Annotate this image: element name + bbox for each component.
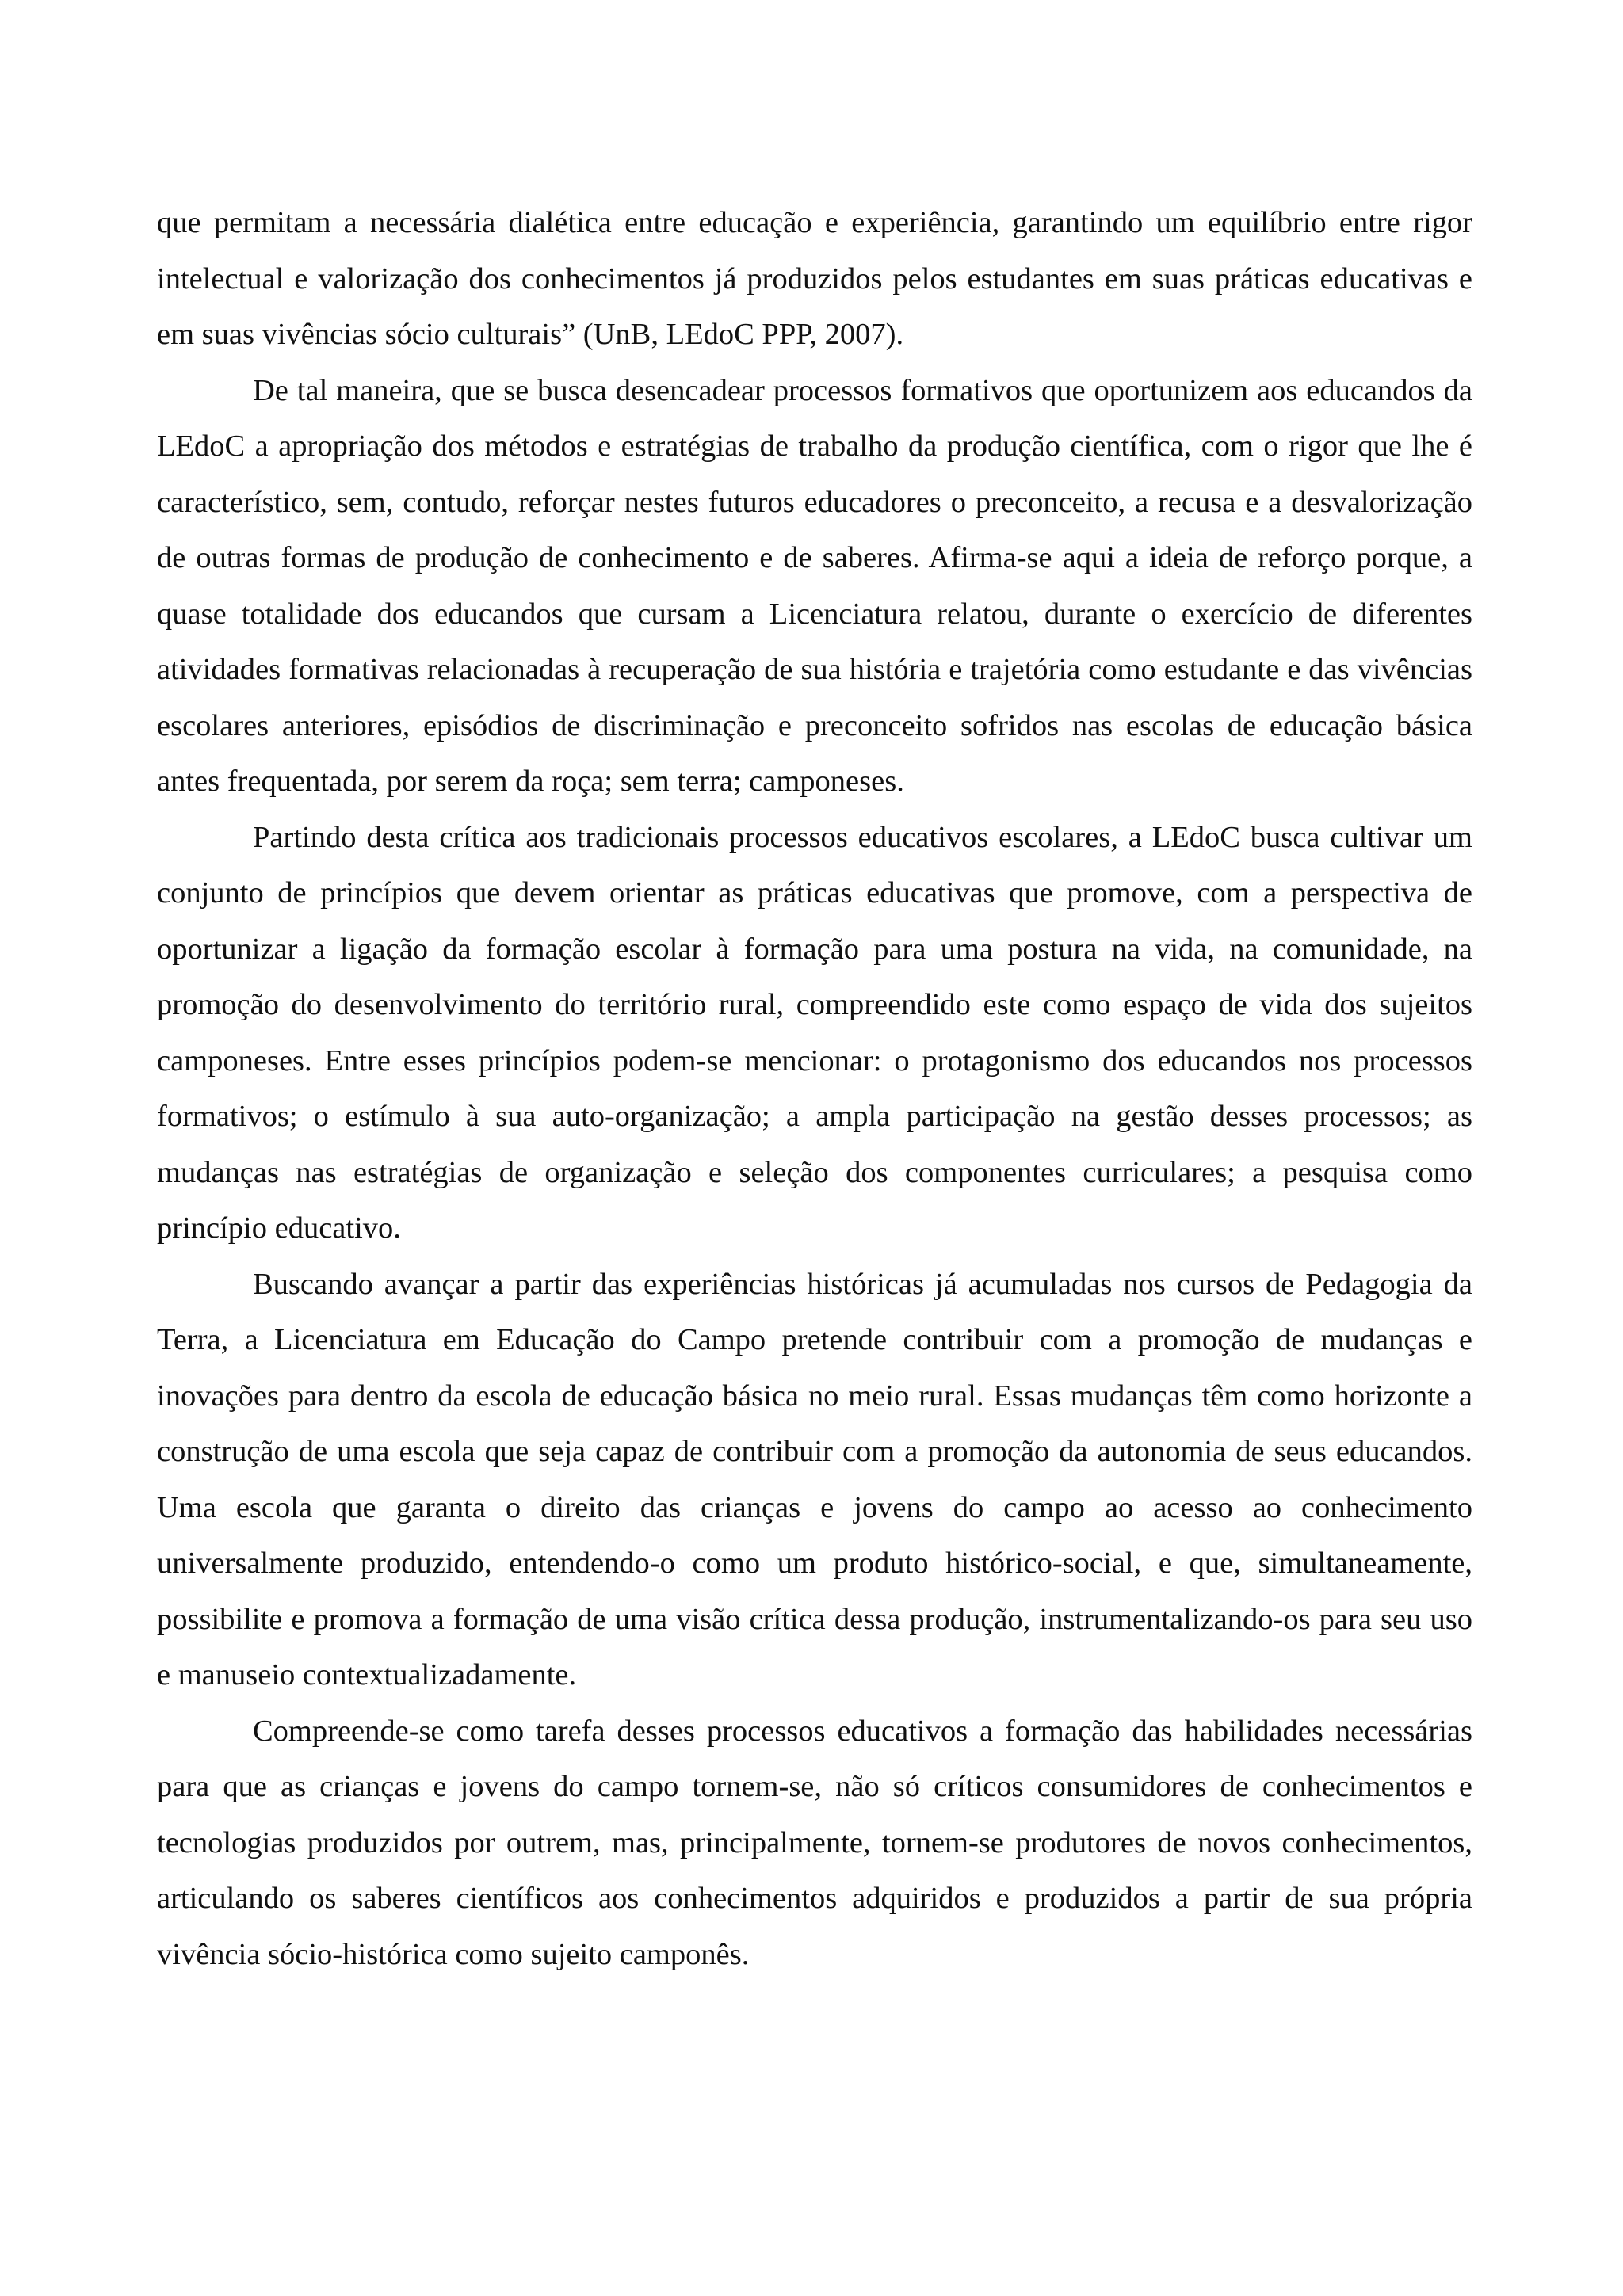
document-body <box>157 195 1472 1982</box>
paragraph: Compreende-se como tarefa desses processos educativos a formação das habilidades necessárias para que as crianças e jovens do campo tornem-se, não só críticos consumidores de conhecimentos e tecnologias produzidos por outrem, mas, principalmente, tornem-se produtores de novos conhecimentos, articulando os saberes científicos aos conhecimentos adquiridos e produzidos a partir de sua própria vivência sócio-histórica como sujeito camponês. <box>157 1714 1472 1971</box>
paragraph: De tal maneira, que se busca desencadear processos formativos que oportunizem aos educandos da LEdoC a apropriação dos métodos e estratégias de trabalho da produção científica, com o rigor que lhe é característico, sem, contudo, reforçar nestes futuros educadores o preconceito, a recusa e a desvalorização de outras formas de produção de conhecimento e de saberes. Afirma-se aqui a ideia de reforço porque, a quase totalidade dos educandos que cursam a Licenciatura relatou, durante o exercício de diferentes atividades formativas relacionadas à recuperação de sua história e trajetória como estudante e das vivências escolares anteriores, episódios de discriminação e preconceito sofridos nas escolas de educação básica antes frequentada, por serem da roça; sem terra; camponeses. <box>157 373 1472 798</box>
paragraph: Buscando avançar a partir das experiências históricas já acumuladas nos cursos de Pedagogia da Terra, a Licenciatura em Educação do Campo pretende contribuir com a promoção de mudanças e inovações para dentro da escola de educação básica no meio rural. Essas mudanças têm como horizonte a construção de uma escola que seja capaz de contribuir com a promoção da autonomia de seus educandos. Uma escola que garanta o direito das crianças e jovens do campo ao acesso ao conhecimento universalmente produzido, entendendo-o como um produto histórico-social, e que, simultaneamente, possibilite e promova a formação de uma visão crítica dessa produção, instrumentalizando-os para seu uso e manuseio contextualizadamente. <box>157 1267 1472 1691</box>
paragraph-continuation: que permitam a necessária dialética entre educação e experiência, garantindo um equilíbrio entre rigor intelectual e valorização dos conhecimentos já produzidos pelos estudantes em suas práticas educativas e em suas vivências sócio culturais” (UnB, LEdoC PPP, 2007). <box>157 206 1472 351</box>
paragraph: Partindo desta crítica aos tradicionais processos educativos escolares, a LEdoC busca cultivar um conjunto de princípios que devem orientar as práticas educativas que promove, com a perspectiva de oportunizar a ligação da formação escolar à formação para uma postura na vida, na comunidade, na promoção do desenvolvimento do território rural, compreendido este como espaço de vida dos sujeitos camponeses. Entre esses princípios podem-se mencionar: o protagonismo dos educandos nos processos formativos; o estímulo à sua auto-organização; a ampla participação na gestão desses processos; as mudanças nas estratégias de organização e seleção dos componentes curriculares; a pesquisa como princípio educativo. <box>157 820 1472 1245</box>
